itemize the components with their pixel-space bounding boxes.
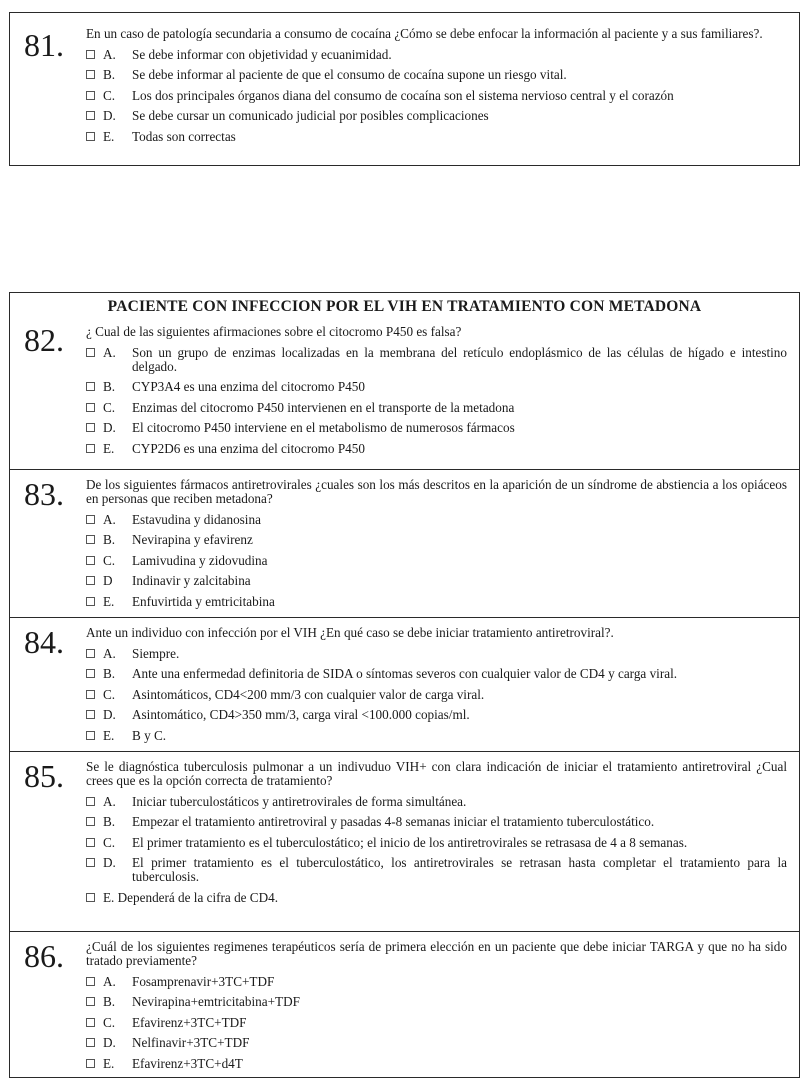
option-letter: E. [103, 1055, 115, 1071]
option-d[interactable] [86, 1036, 787, 1050]
option-text: B y C. [132, 727, 167, 743]
option-text: El primer tratamiento es el tuberculostático; el inicio de los antiretrovirales se retrasasa de 4 a 8 semanas. [132, 834, 688, 850]
option-text: Asintomático, CD4>350 mm/3, carga viral <100.000 copias/ml. [132, 707, 470, 722]
question-84 [10, 617, 799, 751]
option-letter: D. [103, 707, 116, 722]
option-text: Iniciar tuberculostáticos y antiretrovirales de forma simultánea. [132, 793, 467, 809]
option-text: El citocromo P450 interviene en el metabolismo de numerosos fármacos [132, 420, 515, 435]
checkbox-icon[interactable] [86, 535, 95, 544]
option-letter: B. [103, 67, 116, 82]
question-83 [10, 469, 799, 617]
option-letter: C. [103, 686, 116, 702]
option-letter: B. [103, 814, 116, 829]
option-c[interactable] [86, 1016, 787, 1030]
option-text: CYP3A4 es una enzima del citocromo P450 [132, 379, 365, 394]
option-letter: D. [103, 855, 116, 870]
option-b[interactable] [86, 533, 787, 547]
option-letter: E. [103, 440, 115, 456]
option-text: CYP2D6 es una enzima del citocromo P450 [132, 440, 365, 456]
question-box-81 [9, 12, 800, 166]
checkbox-icon[interactable] [86, 997, 95, 1006]
question-number: 84. [24, 624, 64, 660]
checkbox-icon[interactable] [86, 1018, 95, 1027]
checkbox-icon[interactable] [86, 515, 95, 524]
case-box-vih-metadona [9, 292, 800, 1078]
option-c[interactable] [86, 554, 787, 568]
options-list [86, 48, 787, 144]
option-c[interactable] [86, 89, 787, 103]
checkbox-icon[interactable] [86, 977, 95, 986]
option-text: Nelfinavir+3TC+TDF [132, 1035, 250, 1050]
checkbox-icon[interactable] [86, 690, 95, 699]
option-a[interactable] [86, 513, 787, 527]
checkbox-icon[interactable] [86, 70, 95, 79]
option-text: Efavirenz+3TC+TDF [132, 1014, 247, 1030]
option-a[interactable] [86, 346, 787, 374]
option-text: Se debe informar al paciente de que el consumo de cocaína supone un riesgo vital. [132, 67, 567, 82]
option-a[interactable] [86, 48, 787, 62]
question-81 [10, 13, 799, 167]
checkbox-icon[interactable] [86, 731, 95, 740]
option-letter: A. [103, 973, 116, 989]
option-letter: E. [103, 593, 115, 609]
option-b[interactable] [86, 380, 787, 394]
option-a[interactable] [86, 975, 787, 989]
option-e[interactable] [86, 130, 787, 144]
question-number: 81. [24, 27, 64, 63]
option-letter: A. [103, 344, 116, 360]
checkbox-icon[interactable] [86, 132, 95, 141]
option-c[interactable] [86, 688, 787, 702]
option-letter: E. [103, 128, 115, 144]
options-list [86, 346, 787, 456]
option-e[interactable] [86, 595, 787, 609]
section-title: PACIENTE CON INFECCION POR EL VIH EN TRATAMIENTO CON METADONA [107, 298, 702, 315]
options-list [86, 513, 787, 609]
option-text: Nevirapina+emtricitabina+TDF [132, 994, 300, 1009]
checkbox-icon[interactable] [86, 838, 95, 847]
option-letter: B. [103, 532, 116, 547]
option-letter: B. [103, 379, 116, 394]
question-86 [10, 931, 799, 1079]
checkbox-icon[interactable] [86, 444, 95, 453]
option-text: Se debe informar con objetividad y ecuanimidad. [132, 46, 392, 62]
checkbox-icon[interactable] [86, 423, 95, 432]
option-letter: C. [103, 87, 116, 103]
checkbox-icon[interactable] [86, 382, 95, 391]
checkbox-icon[interactable] [86, 669, 95, 678]
option-text: Nevirapina y efavirenz [132, 532, 253, 547]
option-text: El primer tratamiento es el tuberculostático, los antiretrovirales se retrasan hasta completar el tratamiento para la tuberculosis. [132, 855, 787, 884]
option-d[interactable] [86, 109, 787, 123]
checkbox-icon[interactable] [86, 649, 95, 658]
option-letter: C. [103, 399, 116, 415]
checkbox-icon[interactable] [86, 403, 95, 412]
option-e[interactable] [86, 1057, 787, 1071]
option-letter: D. [103, 1035, 116, 1050]
question-text: ¿ Cual de las siguientes afirmaciones sobre el citocromo P450 es falsa? [86, 324, 462, 339]
option-letter: C. [103, 834, 116, 850]
question-number: 83. [24, 476, 64, 512]
option-a[interactable] [86, 647, 787, 661]
option-letter: C. [103, 1014, 116, 1030]
checkbox-icon[interactable] [86, 858, 95, 867]
option-text: Indinavir y zalcitabina [132, 573, 251, 588]
option-text: E. Dependerá de la cifra de CD4. [103, 889, 279, 905]
option-text: Efavirenz+3TC+d4T [132, 1055, 243, 1071]
question-text: En un caso de patología secundaria a consumo de cocaína ¿Cómo se debe enfocar la información al paciente y a sus familiares?. [86, 26, 763, 41]
checkbox-icon[interactable] [86, 556, 95, 565]
option-b[interactable] [86, 667, 787, 681]
question-82 [10, 316, 799, 469]
option-b[interactable] [86, 68, 787, 82]
option-e[interactable] [86, 729, 787, 743]
option-letter: A. [103, 793, 116, 809]
option-d[interactable] [86, 856, 787, 884]
option-e[interactable] [86, 891, 787, 905]
option-d[interactable] [86, 421, 787, 435]
option-text: Enzimas del citocromo P450 intervienen en el transporte de la metadona [132, 399, 515, 415]
option-letter: B. [103, 666, 116, 681]
option-e[interactable] [86, 442, 787, 456]
question-85 [10, 751, 799, 931]
option-d[interactable] [86, 708, 787, 722]
question-text: Se le diagnóstica tuberculosis pulmonar a un indivuduo VIH+ con clara indicación de iniciar el tratamiento antiretroviral ¿Cual crees que es la opción correcta de tratamiento? [86, 759, 787, 788]
option-letter: D [103, 573, 113, 588]
option-text: Los dos principales órganos diana del consumo de cocaína son el sistema nervioso central y el corazón [132, 87, 674, 103]
option-text: Se debe cursar un comunicado judicial por posibles complicaciones [132, 108, 489, 123]
option-letter: A. [103, 46, 116, 62]
question-number: 85. [24, 758, 64, 794]
options-list [86, 647, 787, 743]
option-b[interactable] [86, 815, 787, 829]
question-number: 82. [24, 322, 64, 358]
options-list [86, 975, 787, 1071]
option-letter: C. [103, 552, 116, 568]
option-text: Siempre. [132, 645, 180, 661]
option-d[interactable] [86, 574, 787, 588]
option-letter: A. [103, 645, 116, 661]
option-letter: D. [103, 108, 116, 123]
option-letter: D. [103, 420, 116, 435]
options-list [86, 795, 787, 885]
checkbox-icon[interactable] [86, 50, 95, 59]
checkbox-icon[interactable] [86, 597, 95, 606]
question-text: ¿Cuál de los siguientes regimenes terapéuticos sería de primera elección en un paciente que debe iniciar TARGA y que no ha sido tratado previamente? [86, 939, 787, 968]
option-a[interactable] [86, 795, 787, 809]
option-b[interactable] [86, 995, 787, 1009]
option-text: Asintomáticos, CD4<200 mm/3 con cualquier valor de carga viral. [132, 686, 485, 702]
option-text: Son un grupo de enzimas localizadas en la membrana del retículo endoplásmico de las células de hígado e intestino delgado. [132, 344, 787, 374]
option-text: Enfuvirtida y emtricitabina [132, 593, 275, 609]
checkbox-icon[interactable] [86, 348, 95, 357]
option-letter: E. [103, 727, 115, 743]
option-c[interactable] [86, 401, 787, 415]
question-number: 86. [24, 938, 64, 974]
question-text: De los siguientes fármacos antiretrovirales ¿cuales son los más descritos en la aparición de un síndrome de abstiencia a los opiáceos en personas que reciben metadona? [86, 477, 787, 506]
option-letter: A. [103, 511, 116, 527]
option-text: Empezar el tratamiento antiretroviral y pasadas 4-8 semanas iniciar el tratamiento tuberculostático. [132, 814, 655, 829]
option-text: Ante una enfermedad definitoria de SIDA o síntomas severos con cualquier valor de CD4 y carga viral. [132, 666, 678, 681]
checkbox-icon[interactable] [86, 710, 95, 719]
option-letter: B. [103, 994, 116, 1009]
option-text: Lamivudina y zidovudina [132, 552, 268, 568]
checkbox-icon[interactable] [86, 111, 95, 120]
option-text: Estavudina y didanosina [132, 511, 261, 527]
option-text: Fosamprenavir+3TC+TDF [132, 973, 275, 989]
checkbox-icon[interactable] [86, 797, 95, 806]
question-text: Ante un individuo con infección por el VIH ¿En qué caso se debe iniciar tratamiento antiretroviral?. [86, 625, 614, 640]
checkbox-icon[interactable] [86, 1038, 95, 1047]
checkbox-icon[interactable] [86, 893, 95, 902]
option-c[interactable] [86, 836, 787, 850]
checkbox-icon[interactable] [86, 91, 95, 100]
option-text: Todas son correctas [132, 128, 236, 144]
checkbox-icon[interactable] [86, 817, 95, 826]
checkbox-icon[interactable] [86, 576, 95, 585]
checkbox-icon[interactable] [86, 1059, 95, 1068]
